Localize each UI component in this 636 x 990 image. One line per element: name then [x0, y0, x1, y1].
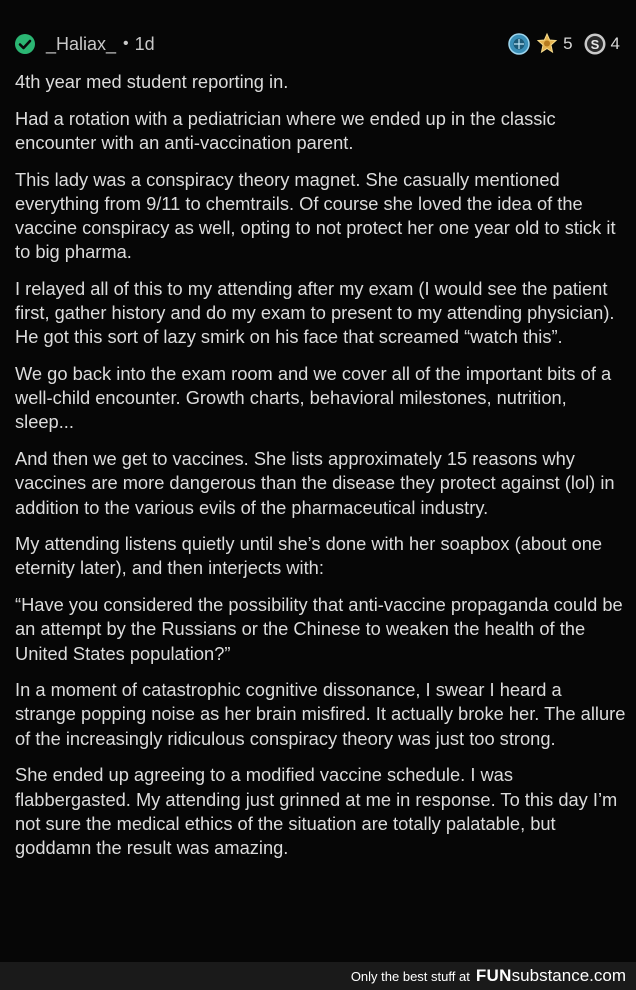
comment-paragraph: I relayed all of this to my attending after my exam (I would see the patient first, gather history and do my exam to present to my attending physician). He got this sort of lazy smirk on his face that screamed “watch this”. — [15, 277, 615, 348]
comment-paragraph: In a moment of catastrophic cognitive dissonance, I swear I heard a strange popping noise as her brain misfired. It actually broke her. The allure of the increasingly ridiculous conspiracy theory was just too strong. — [15, 679, 626, 749]
brand-logo-bold: FUN — [475, 966, 512, 985]
silver-award-count: 4 — [610, 34, 620, 53]
comment-paragraph: My attending listens quietly until she’s done with her soapbox (about one eternity later), and then interjects with: — [15, 533, 603, 579]
footer-tagline: Only the best stuff at — [350, 968, 470, 984]
comment-paragraph: She ended up agreeing to a modified vaccine schedule. I was flabbergasted. My attending just grinned at me in response. To this day I’m not sure the medical ethics of the situation are totally palatable, but goddamn the result was amazing. — [15, 764, 618, 858]
helpful-award-icon[interactable] — [535, 32, 559, 56]
verified-check-icon — [14, 33, 36, 55]
comment-paragraph: And then we get to vaccines. She lists approximately 15 reasons why vaccines are more dangerous than the disease they protect against (lol) in addition to the various evils of the pharmaceutical industry. — [15, 448, 615, 518]
brand-logo-suffix: .com — [589, 966, 626, 985]
comment-paragraph: This lady was a conspiracy theory magnet. She casually mentioned everything from 9/11 to chemtrails. Of course she loved the idea of the vaccine conspiracy as well, opting to not protect her one year old to stick it to big pharma. — [15, 168, 616, 263]
helpful-award-count: 5 — [563, 34, 573, 53]
awards[interactable] — [507, 32, 626, 56]
comment-header — [14, 30, 626, 58]
silver-award-icon[interactable] — [583, 32, 607, 56]
comment-paragraph: Had a rotation with a pediatrician where we ended up in the classic encounter with an anti-vaccination parent. — [15, 107, 556, 153]
separator-dot: • — [123, 35, 129, 52]
watermark-footer — [0, 962, 636, 990]
comment-body — [15, 70, 627, 873]
svg-text:S: S — [590, 37, 599, 52]
username-link[interactable]: _Haliax_ — [46, 33, 117, 54]
globe-award-icon[interactable] — [507, 32, 531, 56]
comment-paragraph: 4th year med student reporting in. — [15, 71, 289, 92]
brand-logo-rest: substance — [511, 966, 590, 985]
comment-paragraph: “Have you considered the possibility that anti-vaccine propaganda could be an attempt by the Russians or the Chinese to weaken the health of the United States population?” — [15, 594, 623, 664]
comment-age: 1d — [134, 33, 155, 54]
comment-paragraph: We go back into the exam room and we cover all of the important bits of a well-child encounter. Growth charts, behavioral milestones, nutrition, sleep... — [15, 363, 612, 433]
